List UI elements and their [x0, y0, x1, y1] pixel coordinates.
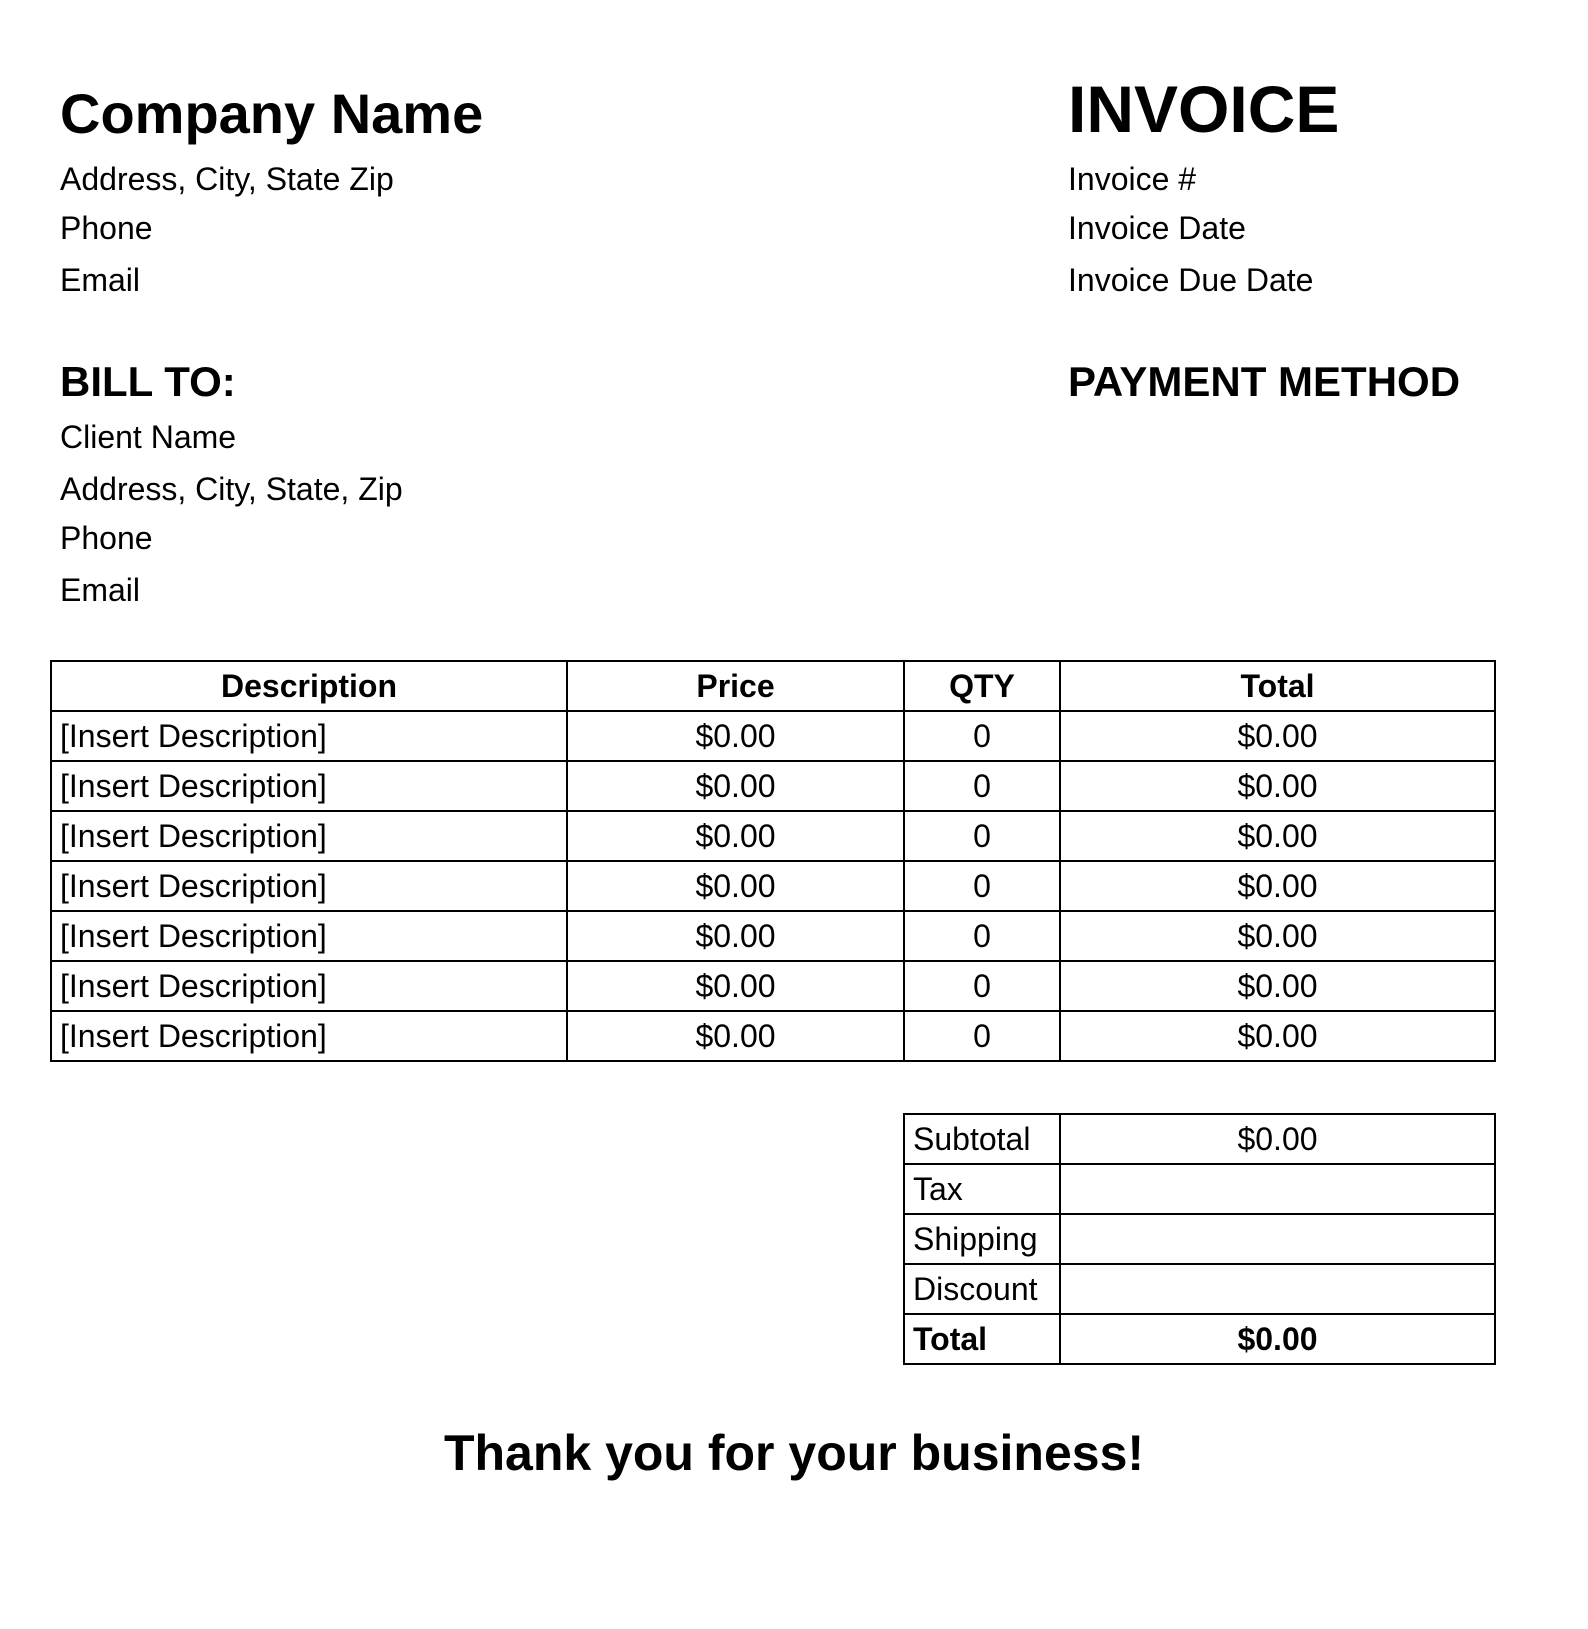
item-total: $0.00 — [1060, 711, 1495, 761]
item-qty[interactable]: 0 — [904, 911, 1060, 961]
header-qty: QTY — [904, 661, 1060, 711]
item-total: $0.00 — [1060, 1011, 1495, 1061]
item-price[interactable]: $0.00 — [567, 761, 904, 811]
header-description: Description — [51, 661, 567, 711]
invoice-title: INVOICE — [1068, 72, 1340, 146]
table-row — [51, 961, 1495, 1011]
item-total: $0.00 — [1060, 911, 1495, 961]
table-row — [51, 1011, 1495, 1061]
item-qty[interactable]: 0 — [904, 711, 1060, 761]
company-address: Address, City, State Zip — [60, 161, 394, 197]
item-description[interactable]: [Insert Description] — [51, 711, 567, 761]
discount-value[interactable] — [1060, 1264, 1495, 1314]
item-description[interactable]: [Insert Description] — [51, 1011, 567, 1061]
shipping-label: Shipping — [904, 1214, 1060, 1264]
shipping-value[interactable] — [1060, 1214, 1495, 1264]
client-address: Address, City, State, Zip — [60, 471, 403, 507]
discount-label: Discount — [904, 1264, 1060, 1314]
company-phone: Phone — [60, 210, 153, 246]
table-row — [51, 811, 1495, 861]
tax-label: Tax — [904, 1164, 1060, 1214]
subtotal-label: Subtotal — [904, 1114, 1060, 1164]
invoice-due-date-label: Invoice Due Date — [1068, 262, 1314, 298]
item-price[interactable]: $0.00 — [567, 911, 904, 961]
discount-row — [904, 1264, 1495, 1314]
table-row — [51, 711, 1495, 761]
item-description[interactable]: [Insert Description] — [51, 961, 567, 1011]
invoice-number-label: Invoice # — [1068, 161, 1197, 197]
company-email: Email — [60, 262, 141, 298]
item-description[interactable]: [Insert Description] — [51, 761, 567, 811]
client-email: Email — [60, 572, 141, 608]
company-name: Company Name — [60, 82, 484, 145]
bill-to-heading: BILL TO: — [60, 358, 236, 405]
item-total: $0.00 — [1060, 811, 1495, 861]
item-qty[interactable]: 0 — [904, 861, 1060, 911]
total-value: $0.00 — [1060, 1314, 1495, 1364]
client-phone: Phone — [60, 520, 153, 556]
item-total: $0.00 — [1060, 861, 1495, 911]
item-qty[interactable]: 0 — [904, 761, 1060, 811]
items-table — [50, 660, 1496, 1062]
item-qty[interactable]: 0 — [904, 811, 1060, 861]
item-price[interactable]: $0.00 — [567, 811, 904, 861]
item-price[interactable]: $0.00 — [567, 861, 904, 911]
table-row — [51, 861, 1495, 911]
item-price[interactable]: $0.00 — [567, 1011, 904, 1061]
subtotal-value: $0.00 — [1060, 1114, 1495, 1164]
item-qty[interactable]: 0 — [904, 1011, 1060, 1061]
header-total: Total — [1060, 661, 1495, 711]
items-header-row — [51, 661, 1495, 711]
item-total: $0.00 — [1060, 961, 1495, 1011]
totals-table — [903, 1113, 1496, 1365]
item-qty[interactable]: 0 — [904, 961, 1060, 1011]
total-label: Total — [904, 1314, 1060, 1364]
tax-row — [904, 1164, 1495, 1214]
item-price[interactable]: $0.00 — [567, 961, 904, 1011]
table-row — [51, 761, 1495, 811]
invoice-date-label: Invoice Date — [1068, 210, 1246, 246]
item-description[interactable]: [Insert Description] — [51, 811, 567, 861]
item-description[interactable]: [Insert Description] — [51, 861, 567, 911]
payment-method-heading: PAYMENT METHOD — [1068, 358, 1461, 405]
thank-you-message: Thank you for your business! — [443, 1425, 1145, 1481]
client-name: Client Name — [60, 419, 237, 455]
table-row — [51, 911, 1495, 961]
shipping-row — [904, 1214, 1495, 1264]
header-price: Price — [567, 661, 904, 711]
item-total: $0.00 — [1060, 761, 1495, 811]
subtotal-row — [904, 1114, 1495, 1164]
tax-value[interactable] — [1060, 1164, 1495, 1214]
item-description[interactable]: [Insert Description] — [51, 911, 567, 961]
item-price[interactable]: $0.00 — [567, 711, 904, 761]
total-row — [904, 1314, 1495, 1364]
